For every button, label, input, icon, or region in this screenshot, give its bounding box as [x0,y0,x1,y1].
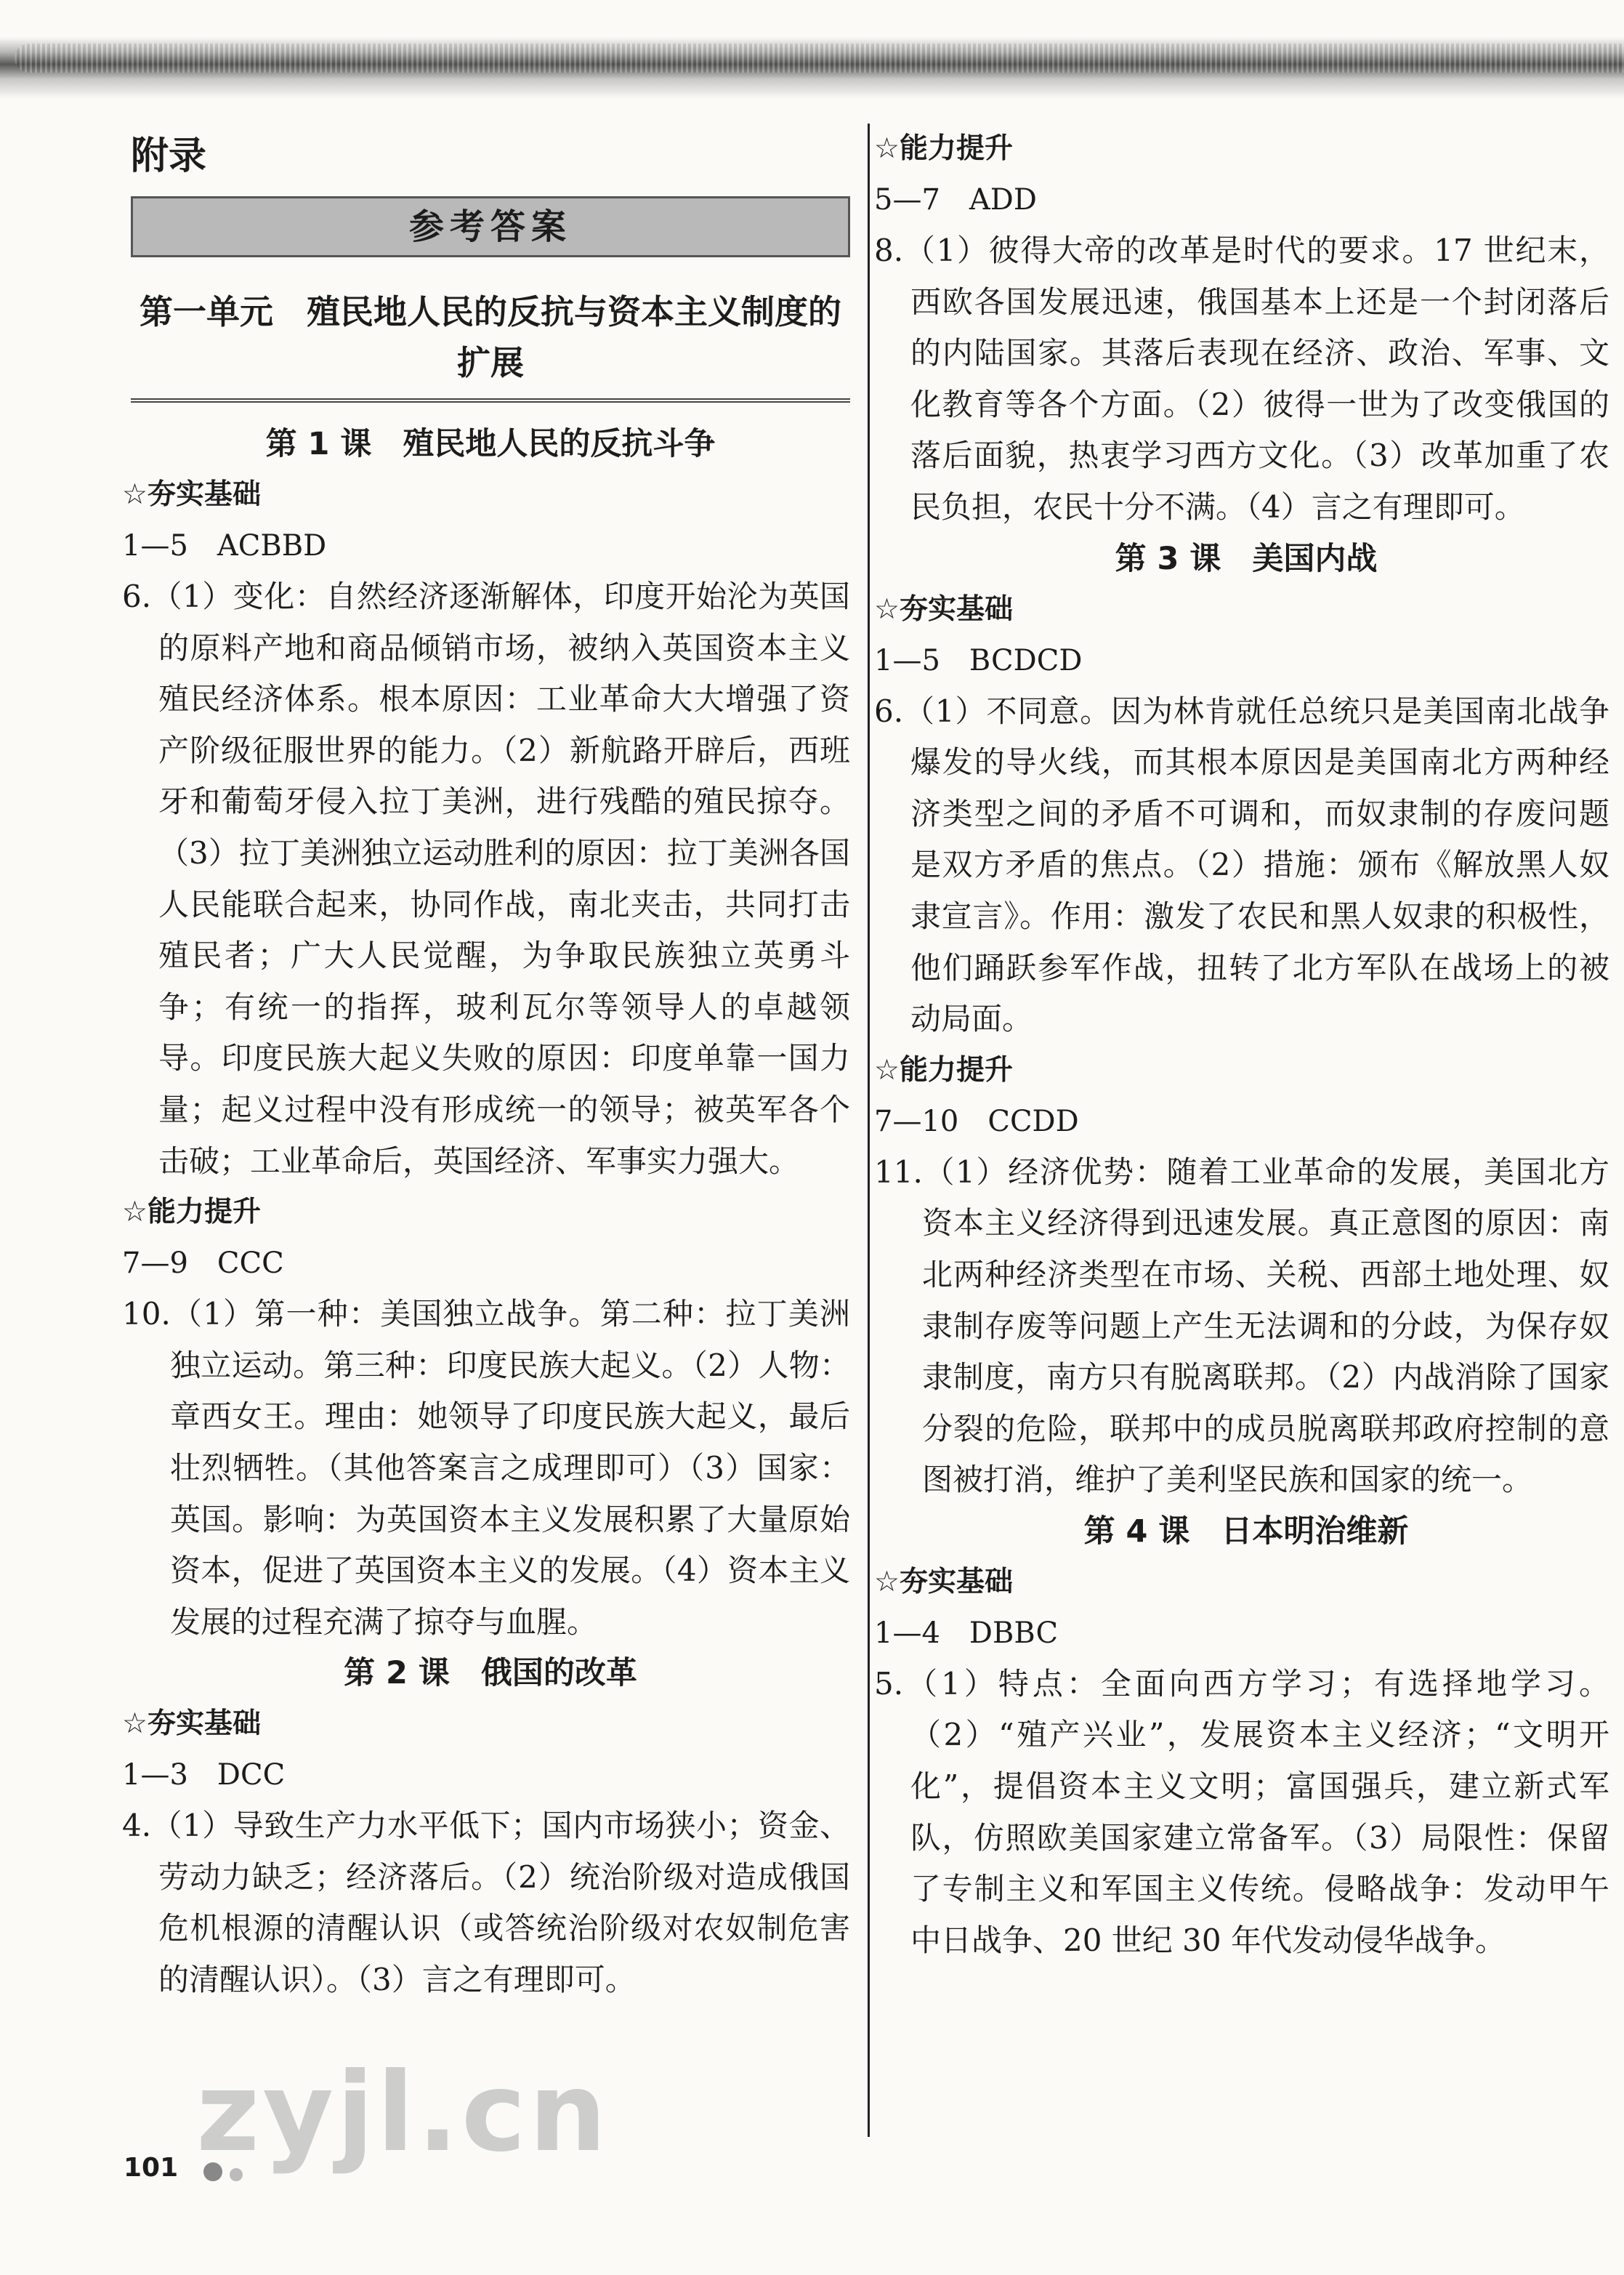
appendix-title: 附录 [131,134,207,178]
lesson-4-basic-heading: ☆夯实基础 [874,1565,1013,1598]
header-decoration [0,0,1624,124]
lesson-4-basic-choice: 1—4 DBBC [874,1616,1059,1650]
unit-title: 第一单元 殖民地人民的反抗与资本主义制度的扩展 [131,286,850,403]
lesson-3-title: 第 3 课 美国内战 [1115,540,1378,577]
lesson-3-q11-answer: 11.（1）经济优势：随着工业革命的发展，美国北方资本主义经济得到迅速发展。真正意图的原因：南北两种经济类型在市场、关税、西部土地处理、奴隶制存废等问题上产生无法调和的分歧，为保存奴隶制度，南方只有脱离联邦。（2）内战消除了国家分裂的危险，联邦中的成员脱离联邦政府控制的意图被打消，维护了美利坚民族和国家的统一。 [874,1153,1609,1498]
lesson-3-ability-heading: ☆能力提升 [874,1053,1013,1087]
lesson-2-basic-choice: 1—3 DCC [122,1758,286,1792]
dot-icon [203,2162,222,2181]
lesson-2-ability-choice: 5—7 ADD [874,183,1037,217]
lesson-1-q6-answer: 6.（1）变化：自然经济逐渐解体，印度开始沦为英国的原料产地和商品倾销市场，被纳入英国资本主义殖民经济体系。根本原因：工业革命大大增强了资产阶级征服世界的能力。（2）新航路开辟后，西班牙和葡萄牙侵入拉丁美洲，进行残酷的殖民掠夺。（3）拉丁美洲独立运动胜利的原因：拉丁美洲各国人民能联合起来，协同作战，南北夹击，共同打击殖民者；广大人民觉醒，为争取民族独立英勇斗争；有统一的指挥，玻利瓦尔等领导人的卓越领导。印度民族大起义失败的原因：印度单靠一国力量；起义过程中没有形成统一的领导；被英军各个击破；工业革命后，英国经济、军事实力强大。 [122,579,850,1179]
lesson-1-ability-heading: ☆能力提升 [122,1196,261,1229]
lesson-3-basic-choice: 1—5 BCDCD [874,643,1083,677]
lesson-2-q4-answer: 4.（1）导致生产力水平低下；国内市场狭小；资金、劳动力缺乏；经济落后。（2）统治阶级对造成俄国危机根源的清醒认识（或答统治阶级对农奴制危害的清醒认识）。（3）言之有理即可。 [122,1808,850,1998]
lesson-1-basic-choice: 1—5 ACBBD [122,529,327,563]
lesson-1-title: 第 1 课 殖民地人民的反抗斗争 [265,426,716,462]
lesson-1-basic-heading: ☆夯实基础 [122,478,261,511]
lesson-1-q10-answer: 10.（1）第一种：美国独立战争。第二种：拉丁美洲独立运动。第三种：印度民族大起义。（2）人物：章西女王。理由：她领导了印度民族大起义，最后壮烈牺牲。（其他答案言之成理即可）（3）国家：英国。影响：为英国资本主义发展积累了大量原始资本，促进了英国资本主义的发展。（4）资本主义发展的过程充满了掠夺与血腥。 [122,1296,850,1640]
lesson-4-q5-answer: 5.（1）特点：全面向西方学习；有选择地学习。（2）“殖产兴业”，发展资本主义经济；“文明开化”，提倡资本主义文明；富国强兵，建立新式军队，仿照欧美国家建立常备军。（3）局限性：保留了专制主义和军国主义传统。侵略战争：发动甲午中日战争、20 世纪 30 年代发动侵华战争。 [874,1665,1609,1958]
lesson-2-q8-answer: 8.（1）彼得大帝的改革是时代的要求。17 世纪末，西欧各国发展迅速，俄国基本上还是一个封闭落后的内陆国家。其落后表现在经济、政治、军事、文化教育等各个方面。（2）彼得一世为了改变俄国的落后面貌，热衷学习西方文化。（3）改革加重了农民负担，农民十分不满。（4）言之有理即可。 [874,233,1609,525]
lesson-3-basic-heading: ☆夯实基础 [874,592,1013,626]
column-divider [868,124,870,2137]
lesson-3-ability-choice: 7—10 CCDD [874,1104,1079,1138]
page-number: 101 [124,2153,179,2183]
watermark-text: zyjl.cn [196,2050,610,2176]
lesson-1-ability-choice: 7—9 CCC [122,1247,284,1281]
lesson-2-title: 第 2 课 俄国的改革 [344,1655,637,1692]
dot-icon [230,2168,243,2181]
lesson-2-ability-heading: ☆能力提升 [874,132,1013,165]
lesson-2-basic-heading: ☆夯实基础 [122,1707,261,1741]
page-dots-decoration [203,2162,250,2184]
lesson-4-title: 第 4 课 日本明治维新 [1083,1513,1409,1550]
answer-banner: 参考答案 [131,196,850,257]
left-column [122,124,850,2006]
right-column [874,124,1609,1966]
lesson-3-q6-answer: 6.（1）不同意。因为林肯就任总统只是美国南北战争爆发的导火线，而其根本原因是美国南北方两种经济类型之间的矛盾不可调和，而奴隶制的存废问题是双方矛盾的焦点。（2）措施：颁布《解放黑人奴隶宣言》。作用：激发了农民和黑人奴隶的积极性，他们踊跃参军作战，扭转了北方军队在战场上的被动局面。 [874,693,1609,1037]
